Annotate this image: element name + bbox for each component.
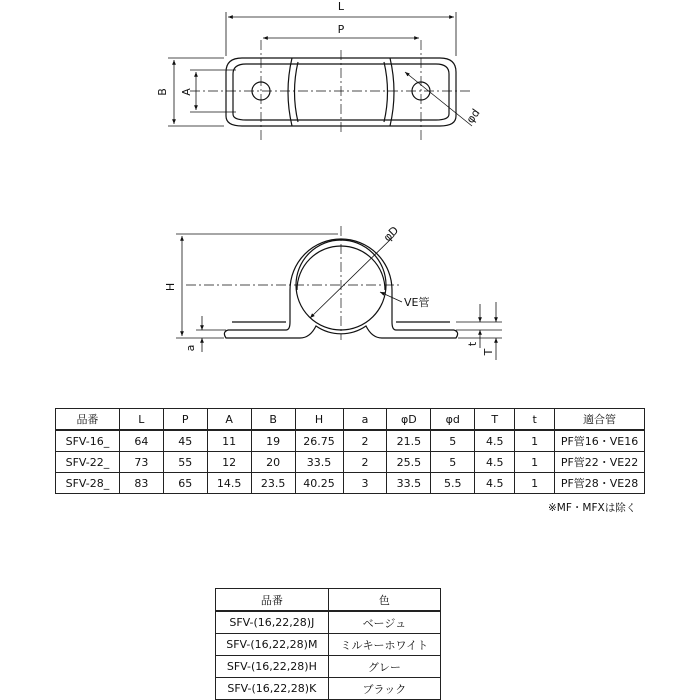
table-row <box>216 678 441 700</box>
cell: 5 <box>431 430 475 452</box>
cell: 4.5 <box>475 452 515 473</box>
cell: 4.5 <box>475 430 515 452</box>
cell: 64 <box>119 430 163 452</box>
cell: 5 <box>431 452 475 473</box>
header-cell: t <box>515 409 555 431</box>
cell: 4.5 <box>475 473 515 494</box>
cell: PF管22・VE22 <box>555 452 645 473</box>
table-row <box>216 634 441 656</box>
cell: 33.5 <box>387 473 431 494</box>
table-row <box>216 656 441 678</box>
cell: 2 <box>343 452 387 473</box>
table-header-row <box>56 409 645 431</box>
color-table <box>215 588 441 700</box>
label-t: t <box>466 341 479 347</box>
cell: ミルキーホワイト <box>328 634 440 656</box>
cell: SFV-28_ <box>56 473 120 494</box>
cell: SFV-22_ <box>56 452 120 473</box>
cell: 40.25 <box>295 473 343 494</box>
cell: 73 <box>119 452 163 473</box>
cell: グレー <box>328 656 440 678</box>
label-P: P <box>337 23 345 36</box>
cell: 25.5 <box>387 452 431 473</box>
cell: SFV-(16,22,28)K <box>216 678 329 700</box>
cell: PF管16・VE16 <box>555 430 645 452</box>
label-L: L <box>337 0 345 13</box>
table-row <box>56 430 645 452</box>
header-cell: φD <box>387 409 431 431</box>
cell: ブラック <box>328 678 440 700</box>
table-note: ※MF・MFXは除く <box>548 502 637 514</box>
header-cell: H <box>295 409 343 431</box>
cell: 26.75 <box>295 430 343 452</box>
cell: 11 <box>207 430 251 452</box>
header-cell: φd <box>431 409 475 431</box>
cell: 20 <box>251 452 295 473</box>
table-header-row <box>216 589 441 612</box>
cell: 3 <box>343 473 387 494</box>
label-B: B <box>156 88 169 96</box>
dimension-table <box>55 408 645 494</box>
cell: 1 <box>515 452 555 473</box>
header-cell: P <box>163 409 207 431</box>
cell: 1 <box>515 430 555 452</box>
cell: 23.5 <box>251 473 295 494</box>
table-row <box>216 611 441 634</box>
cell: SFV-(16,22,28)M <box>216 634 329 656</box>
header-cell: 色 <box>328 589 440 612</box>
cell: 21.5 <box>387 430 431 452</box>
cell: 55 <box>163 452 207 473</box>
cell: 12 <box>207 452 251 473</box>
cell: 1 <box>515 473 555 494</box>
header-cell: a <box>343 409 387 431</box>
label-H: H <box>164 282 177 292</box>
cell: ベージュ <box>328 611 440 634</box>
header-cell: A <box>207 409 251 431</box>
cell: 33.5 <box>295 452 343 473</box>
label-ve-pipe: VE管 <box>404 296 430 309</box>
cell: 5.5 <box>431 473 475 494</box>
cell: SFV-(16,22,28)H <box>216 656 329 678</box>
label-T: T <box>482 348 495 356</box>
cell: 19 <box>251 430 295 452</box>
label-phi-d: φd <box>463 106 483 126</box>
header-cell: T <box>475 409 515 431</box>
cell: SFV-16_ <box>56 430 120 452</box>
header-cell: 適合管 <box>555 409 645 431</box>
cell: 14.5 <box>207 473 251 494</box>
cell: PF管28・VE28 <box>555 473 645 494</box>
label-a: a <box>184 344 197 352</box>
header-cell: L <box>119 409 163 431</box>
label-phi-D: φD <box>380 223 402 245</box>
label-A: A <box>180 88 193 96</box>
cell: 2 <box>343 430 387 452</box>
table-row <box>56 473 645 494</box>
header-cell: 品番 <box>56 409 120 431</box>
cell: SFV-(16,22,28)J <box>216 611 329 634</box>
header-cell: B <box>251 409 295 431</box>
header-cell: 品番 <box>216 589 329 612</box>
cell: 83 <box>119 473 163 494</box>
table-row <box>56 452 645 473</box>
cell: 45 <box>163 430 207 452</box>
cell: 65 <box>163 473 207 494</box>
